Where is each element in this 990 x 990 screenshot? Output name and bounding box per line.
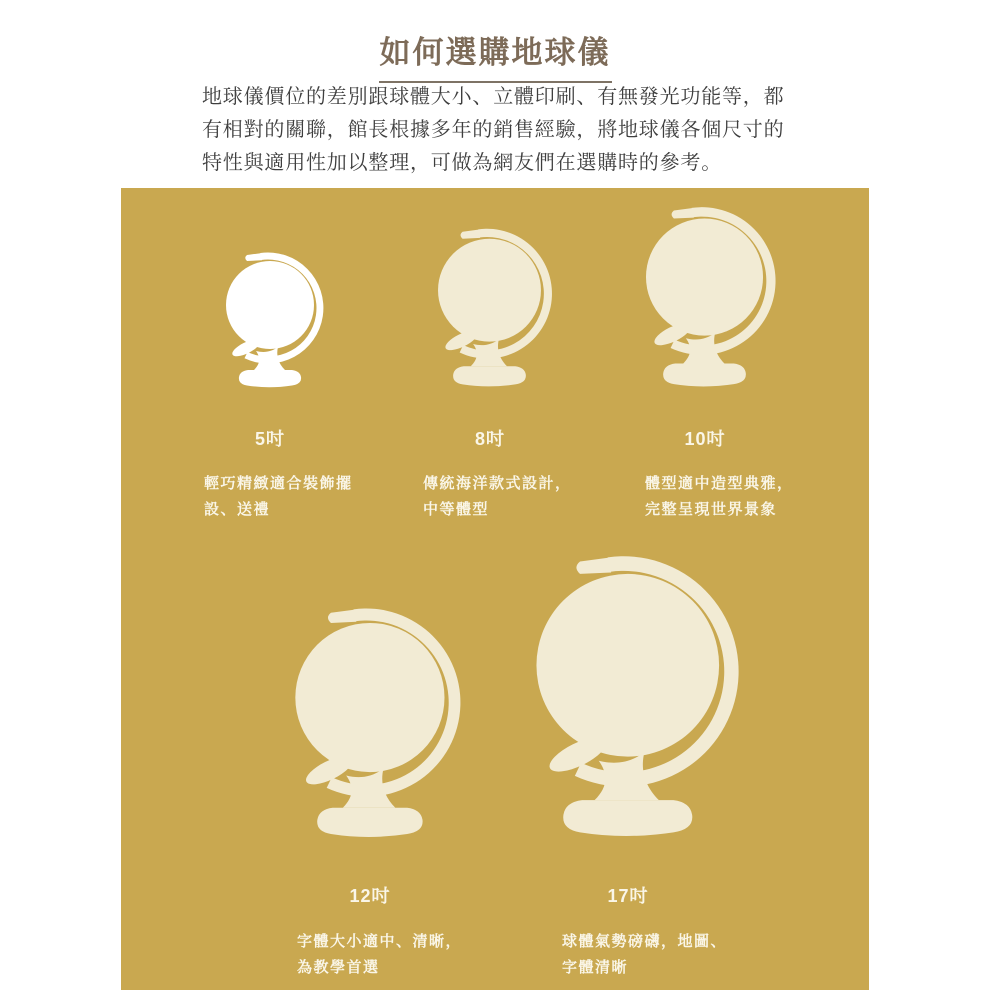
intro-line: 地球儀價位的差別跟球體大小、立體印刷、有無發光功能等，都	[202, 86, 785, 108]
size-description-5in	[204, 471, 353, 523]
description-line: 為教學首選	[297, 959, 380, 976]
globe-silhouette	[226, 252, 323, 387]
globe-icon-12in	[285, 606, 465, 845]
size-label-17in: 17吋	[607, 886, 649, 906]
intro-line: 特性與適用性加以整理，可做為網友們在選購時的參考。	[202, 152, 722, 174]
description-line: 設、送禮	[204, 501, 271, 518]
size-label-5in: 5吋	[254, 429, 286, 449]
description-line: 完整呈現世界景象	[645, 501, 778, 518]
globe-silhouette	[536, 556, 738, 836]
size-description-12in	[297, 929, 462, 981]
size-comparison-panel	[121, 188, 869, 990]
size-label-8in: 8吋	[474, 429, 506, 449]
description-line: 傳統海洋款式設計，	[423, 475, 572, 492]
size-label-10in: 10吋	[684, 429, 726, 449]
description-line: 球體氣勢磅礴，地圖、	[562, 933, 728, 950]
description-line: 字體清晰	[562, 959, 629, 976]
description-line: 輕巧精緻適合裝飾擺	[204, 475, 353, 492]
intro-line: 有相對的關聯，館長根據多年的銷售經驗，將地球儀各個尺寸的	[202, 119, 785, 141]
globe-silhouette	[438, 229, 552, 387]
globe-silhouette	[646, 207, 776, 386]
globe-icon-5in	[220, 251, 326, 392]
description-line: 字體大小適中、清晰，	[297, 933, 463, 950]
size-description-8in	[423, 471, 572, 523]
globe-icon-17in	[524, 553, 744, 846]
description-line: 中等體型	[423, 501, 490, 518]
size-description-17in	[562, 929, 727, 981]
size-description-10in	[645, 471, 794, 523]
intro-paragraph	[202, 81, 802, 180]
globe-icon-8in	[431, 227, 555, 392]
size-label-12in: 12吋	[349, 886, 391, 906]
globe-silhouette	[295, 609, 460, 837]
description-line: 體型適中造型典雅，	[645, 475, 794, 492]
globe-icon-10in	[638, 205, 779, 393]
page-title: 如何選購地球儀	[379, 34, 612, 83]
